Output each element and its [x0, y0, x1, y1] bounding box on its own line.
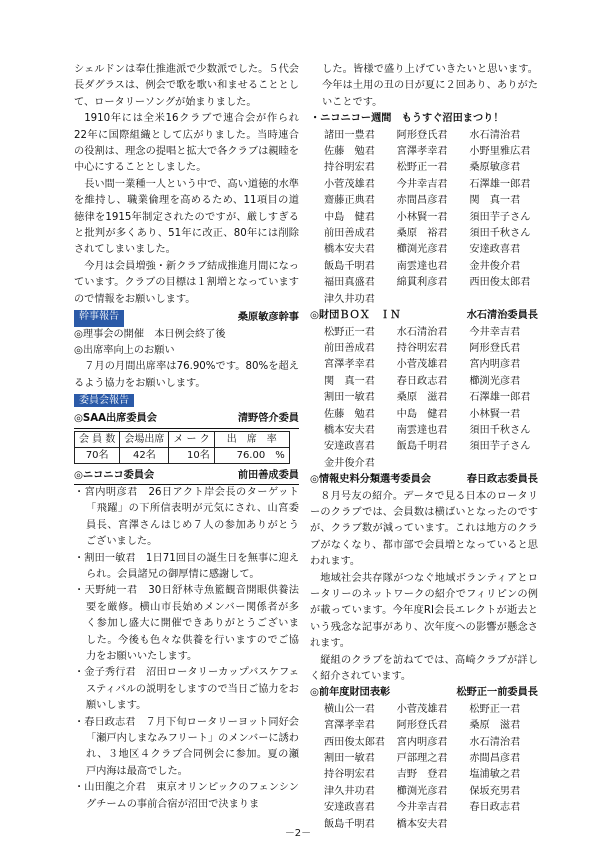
member-name: 櫛渕光彦君	[469, 375, 521, 387]
niko-item: ・天野純一君 30日舒林寺魚籃観音開眼供養法要を厳修。横山市長始めメンバー関係者が多く参加し盛大に開催できありがとうございました。今後も色々な供養を行いますのでご協力をお願いいたします。	[74, 585, 299, 662]
attendance-header-present: 会場出席	[120, 431, 169, 447]
member-name: 石澤雄一郎君	[469, 178, 531, 190]
member-name: 今井幸吉君	[396, 802, 448, 814]
member-name: 須田芋子さん	[469, 211, 531, 223]
member-name: 石澤雄一郎君	[469, 392, 531, 404]
niko-name: 前田善成委員	[237, 469, 299, 481]
member-name: 安達政喜君	[324, 802, 375, 814]
attendance-table	[74, 431, 290, 464]
member-name: 津久井功君	[324, 293, 375, 305]
week-names	[310, 128, 538, 308]
info-name: 春日政志委員長	[466, 474, 538, 486]
week-header	[310, 111, 538, 127]
member-name: 小菅茂雄君	[396, 703, 448, 715]
attendance-header-members: 会 員 数	[75, 431, 120, 447]
info-header	[310, 472, 538, 488]
zaidan-title: ◎前年度財団表彰	[310, 687, 391, 699]
member-name: 松野正一君	[469, 703, 521, 715]
info-title: ◎情報史料分類選考委員会	[310, 474, 431, 486]
saa-name: 清野啓介委員	[237, 413, 299, 425]
attendance-header-rate: 出 席 率	[214, 431, 289, 447]
niko-continued: した。皆様で盛り上げていきたいと思います。今年は土用の丑の日が夏に２回あり、ありがたいことです。	[322, 64, 538, 108]
member-name: 割田一敏君	[324, 392, 375, 404]
member-name: 塩浦敏之君	[469, 769, 521, 781]
member-name: 飯島千明君	[324, 260, 375, 272]
member-name: 宮内明彦君	[469, 359, 521, 371]
member-name: 西田俊太郎君	[324, 736, 386, 748]
member-name: 持谷明宏君	[324, 769, 375, 781]
left-column	[74, 62, 299, 813]
attendance-value-makeup: 10名	[169, 447, 214, 463]
member-name: 橋本安夫君	[396, 818, 448, 830]
committee-report-header	[74, 394, 299, 407]
member-name: 阿形登氏君	[396, 129, 448, 141]
member-name: 安達政喜君	[324, 441, 375, 453]
member-name: 小林賢一君	[469, 408, 521, 420]
member-name: 阿形登氏君	[469, 342, 521, 354]
member-name: 小菅茂雄君	[396, 359, 448, 371]
attendance-value-row	[75, 447, 290, 463]
member-name: 今井幸吉君	[469, 326, 521, 338]
member-name: 小林賢一君	[396, 211, 448, 223]
member-name: 水石清治君	[469, 129, 521, 141]
member-name: 水石清治君	[469, 736, 521, 748]
member-name: 小菅茂雄君	[324, 178, 375, 190]
member-name: 齋藤正典君	[324, 195, 375, 207]
member-name: 阿形登氏君	[396, 720, 448, 732]
member-name: 中島 健君	[396, 408, 448, 420]
member-name: 春日政志君	[396, 375, 448, 387]
week-title: ・ニコニコー週間 もうすぐ沼田まつり！	[310, 113, 504, 125]
niko-item: ・宮内明彦君 26日アクト岸会長のターゲット「飛躍」の下所信表明が元気にされ、山宮委員長、宮澤さんはじめ７人の参加ありがとうございました。	[74, 486, 299, 548]
member-name: 須田千秋さん	[469, 228, 531, 240]
member-name: 金井俊介君	[469, 260, 521, 272]
kanji-line-2: ◎出席率向上のお願い	[74, 344, 175, 356]
member-name: 櫛渕光彦君	[396, 785, 448, 797]
intro-para-3: 長い間一業種一人という中で、高い道徳的水準を維持し、職業倫理を高めるため、11項目の道徳律を1915年制定されたのですが、厳しすぎると批判が多くあり、51年に改正、80年には削除されてしまいました。	[74, 178, 299, 256]
member-name: 諸田一豊君	[324, 129, 375, 141]
member-name: 小野里雅広君	[469, 146, 531, 158]
attendance-header-makeup: メ ー ク	[169, 431, 214, 447]
niko-item: ・割田一敏君 1日71回目の誕生日を無事に迎えられ。会員諸兄の御厚情に感謝して。	[74, 552, 299, 580]
member-name: 赤間昌彦君	[396, 195, 448, 207]
member-name: 櫛渕光彦君	[396, 244, 448, 256]
member-name: 桑原 裕君	[396, 228, 448, 240]
member-name: 須田芋子さん	[469, 441, 531, 453]
attendance-value-rate: 76.00 %	[214, 447, 289, 463]
info-para-3: 縦組のクラブを訪ねてでは、高崎クラブが詳しく紹介されています。	[310, 654, 538, 683]
box-header	[310, 308, 538, 324]
member-name: 宮内明彦君	[396, 736, 448, 748]
niko-title: ◎ニコニコ委員会	[74, 469, 155, 481]
member-name: 関 真一君	[469, 195, 521, 207]
kanji-report-name: 桑原敏彦幹事	[237, 312, 299, 324]
member-name: 保坂充男君	[469, 785, 521, 797]
attendance-header-row	[75, 431, 290, 447]
intro-para-4: 今月は会員増強・新クラブ結成推進月間になっています。クラブの目標は１割増となっていますので情報をお願いします。	[74, 260, 299, 305]
member-name: 宮澤孝幸君	[396, 146, 448, 158]
member-name: 西田俊太郎君	[469, 277, 531, 289]
member-name: 関 真一君	[324, 375, 375, 387]
member-name: 橋本安夫君	[324, 244, 375, 256]
member-name: 橋本安夫君	[324, 424, 375, 436]
box-title: ◎財団ＢＯＸ ＩＮ	[310, 310, 401, 322]
member-name: 戸部理之君	[396, 753, 448, 765]
member-name: 持谷明宏君	[396, 342, 448, 354]
member-name: 飯島千明君	[324, 818, 375, 830]
attendance-value-present: 42名	[120, 447, 169, 463]
member-name: 今井幸吉君	[396, 178, 448, 190]
kanji-report-tag: 幹事報告	[74, 310, 124, 326]
member-name: 桑原 滋君	[469, 720, 521, 732]
member-name: 持谷明宏君	[324, 162, 375, 174]
member-name: 福田真盛君	[324, 277, 375, 289]
kanji-report-header	[74, 310, 299, 326]
zaidan-header	[310, 685, 538, 701]
member-name: 前田善成君	[324, 342, 375, 354]
box-name: 水石清治委員長	[466, 310, 538, 322]
member-name: 桑原敏彦君	[469, 162, 521, 174]
member-name: 金井俊介君	[324, 457, 375, 469]
box-names	[310, 325, 538, 473]
member-name: 吉野 登君	[396, 769, 448, 781]
niko-item: ・春日政志君 ７月下旬ロータリーヨット同好会「瀬戸内しまなみフリート」のメンバーに誘われ、３地区４クラブ合同例会に参加。夏の瀬戸内海は最高でした。	[74, 716, 299, 777]
niko-item: ・金子秀行君 沼田ロータリーカップバスケフェスティバルの説明をしますので当日ご協力をお願いします。	[74, 667, 299, 712]
member-name: 春日政志君	[469, 802, 521, 814]
member-name: 中島 健君	[324, 211, 375, 223]
member-name: 佐藤 勉君	[324, 408, 375, 420]
member-name: 須田千秋さん	[469, 424, 531, 436]
page-number: －2－	[284, 828, 312, 839]
attendance-value-members: 70名	[75, 447, 120, 463]
member-name: 安達政喜君	[469, 244, 521, 256]
member-name: 佐藤 勉君	[324, 146, 375, 158]
member-name: 宮澤孝幸君	[324, 359, 375, 371]
member-name: 南雲達也君	[396, 260, 448, 272]
member-name: 飯島千明君	[396, 441, 448, 453]
intro-para-1: シェルドンは奉仕推進派で少数派でした。５代会長ダグラスは、例会で歌を歌い和ませることとして、ロータリーソングが始まりました。	[74, 64, 299, 108]
member-name: 南雲達也君	[396, 424, 448, 436]
niko-item: ・山田龍之介君 東京オリンピックのフェンシングチームの事前合宿が沼田で決まりま	[74, 782, 299, 810]
right-column	[310, 62, 538, 833]
zaidan-names	[310, 702, 538, 833]
saa-title: ◎SAA出席委員会	[74, 413, 157, 425]
saa-header	[74, 411, 299, 428]
member-name: 桑原 滋君	[396, 392, 448, 404]
member-name: 津久井功君	[324, 785, 375, 797]
member-name: 宮澤孝幸君	[324, 720, 375, 732]
niko-header	[74, 468, 299, 485]
info-para-1: ８月号友の紹介。データで見る日本のロータリーのクラブでは、会員数は横ばいとなったのですが、クラブ数が減っています。これは地方のクラブがなくなり、都市部で会員増となっていると思われます。	[310, 490, 538, 568]
member-name: 赤間昌彦君	[469, 753, 521, 765]
info-para-2: 地域社会共存隊がつなぐ地域ボランティアとロータリーのネットワークの紹介でフィリピンの例が載っています。今年度RI会長エレクトが逝去という残念な記事があり、次年度への影響が懸念されます。	[310, 572, 538, 650]
member-name: 松野正一君	[396, 162, 448, 174]
committee-report-tag: 委員会報告	[74, 394, 134, 407]
member-name: 綿貫利彦君	[396, 277, 448, 289]
intro-para-2: 1910年には全米16クラブで連合会が作られ22年に国際組織として広がりました。当時連合の役割は、理念の提唱と拡大で各クラブは親睦を中心にすることとしました。	[74, 113, 299, 174]
member-name: 前田善成君	[324, 228, 375, 240]
member-name: 松野正一君	[324, 326, 375, 338]
zaidan-name: 松野正一前委員長	[456, 687, 538, 699]
kanji-line-1: ◎理事会の開催 本日例会終了後	[74, 328, 226, 340]
member-name: 割田一敏君	[324, 753, 375, 765]
member-name: 水石清治君	[396, 326, 448, 338]
member-name: 横山公一君	[324, 703, 375, 715]
kanji-line-3: ７月の月間出席率は76.90%です。80%を超えるよう協力をお願いします。	[74, 361, 299, 389]
